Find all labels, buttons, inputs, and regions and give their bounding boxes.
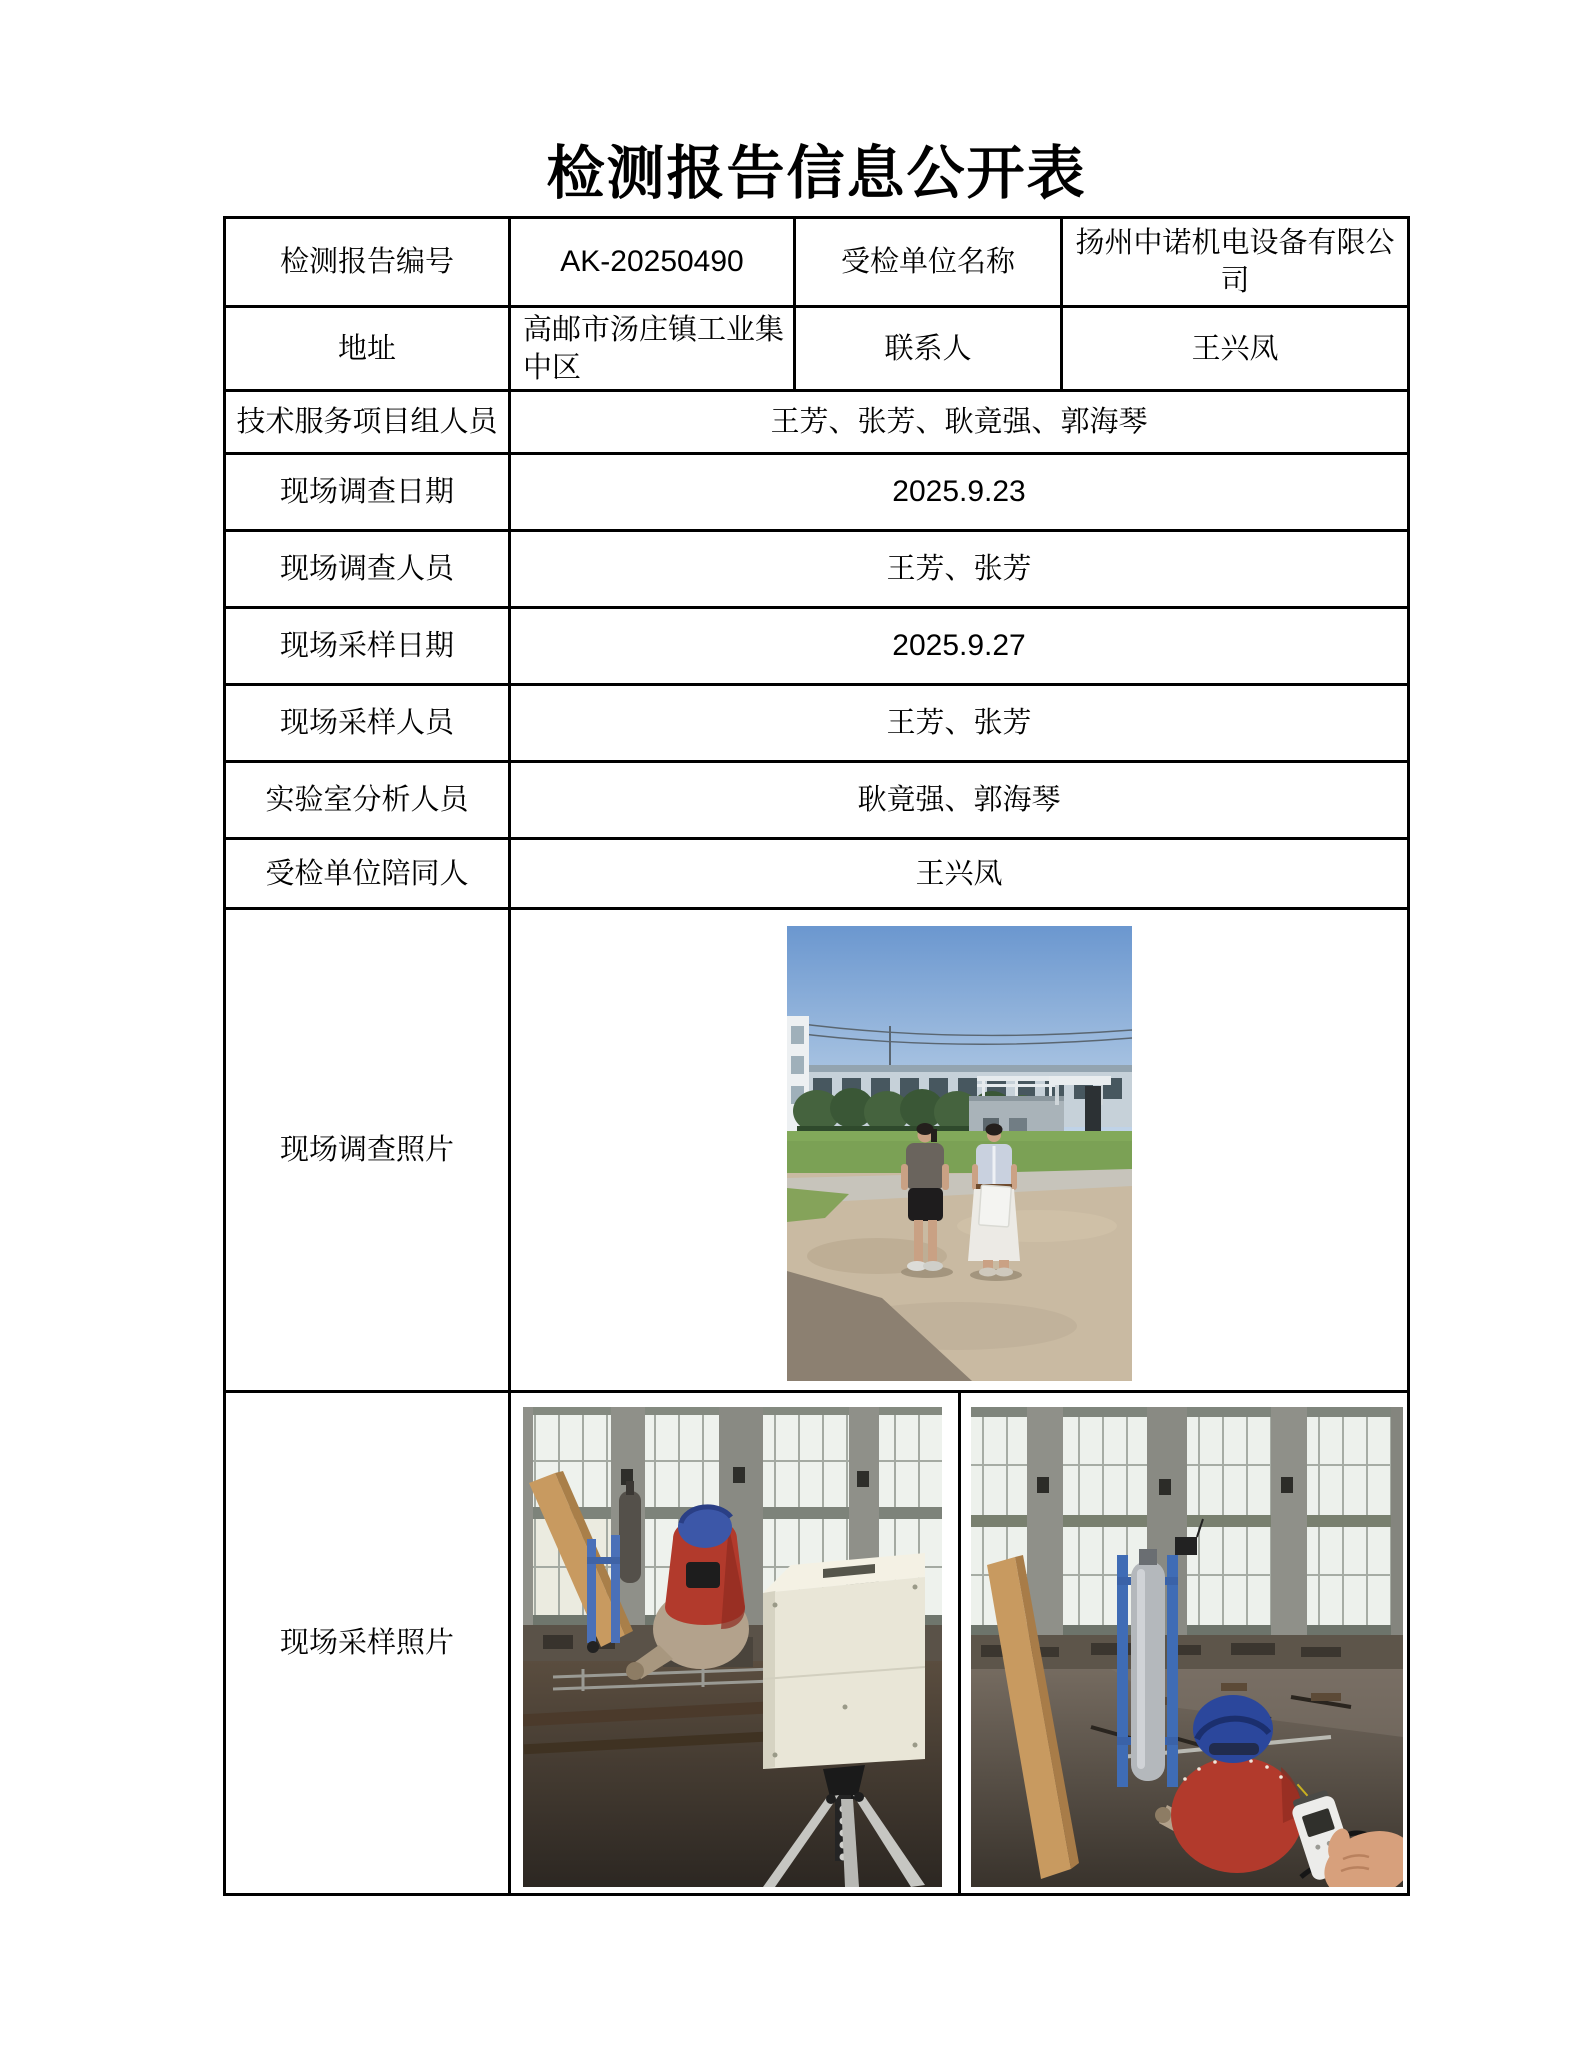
sampling-staff-value: 王芳、张芳 [511, 686, 1407, 763]
sampling-photo-left-cell [511, 1393, 961, 1893]
accompanying-person-value: 王兴凤 [511, 840, 1407, 910]
inspected-unit-value: 扬州中诺机电设备有限公司 [1063, 219, 1407, 308]
survey-date-value: 2025.9.23 [511, 455, 1407, 532]
instrument-box [763, 1553, 925, 1769]
canopy [1049, 1076, 1111, 1085]
report-number-label: 检测报告编号 [226, 219, 511, 308]
survey-date-label: 现场调查日期 [226, 455, 511, 532]
report-number-value: AK-20250490 [511, 219, 796, 308]
gas-cylinder [619, 1491, 641, 1583]
lab-analyst-value: 耿竟强、郭海琴 [511, 763, 1407, 840]
sampling-photo-cell [511, 1393, 1407, 1893]
sampling-photo-instrument [523, 1407, 942, 1887]
site-survey-photo [787, 926, 1132, 1381]
contact-value: 王兴凤 [1063, 308, 1407, 392]
contact-label: 联系人 [796, 308, 1063, 392]
sampling-photo-right-cell [961, 1393, 1407, 1893]
blue-rack [1117, 1549, 1178, 1787]
inspected-unit-label: 受检单位名称 [796, 219, 1063, 308]
sampling-staff-label: 现场采样人员 [226, 686, 511, 763]
survey-photo-label: 现场调查照片 [226, 910, 511, 1393]
address-value: 高邮市汤庄镇工业集中区 [511, 308, 796, 392]
address-label: 地址 [226, 308, 511, 392]
report-info-table [223, 216, 1410, 1896]
project-team-label: 技术服务项目组人员 [226, 392, 511, 455]
project-team-value: 王芳、张芳、耿竟强、郭海琴 [511, 392, 1407, 455]
lab-analyst-label: 实验室分析人员 [226, 763, 511, 840]
survey-photo-cell [511, 910, 1407, 1393]
sampling-photo-label: 现场采样照片 [226, 1393, 511, 1893]
survey-staff-label: 现场调查人员 [226, 532, 511, 609]
sampling-date-label: 现场采样日期 [226, 609, 511, 686]
survey-staff-value: 王芳、张芳 [511, 532, 1407, 609]
accompanying-person-label: 受检单位陪同人 [226, 840, 511, 910]
sampling-photo-meter [971, 1407, 1403, 1887]
sampling-date-value: 2025.9.27 [511, 609, 1407, 686]
page-title: 检测报告信息公开表 [546, 141, 1087, 206]
